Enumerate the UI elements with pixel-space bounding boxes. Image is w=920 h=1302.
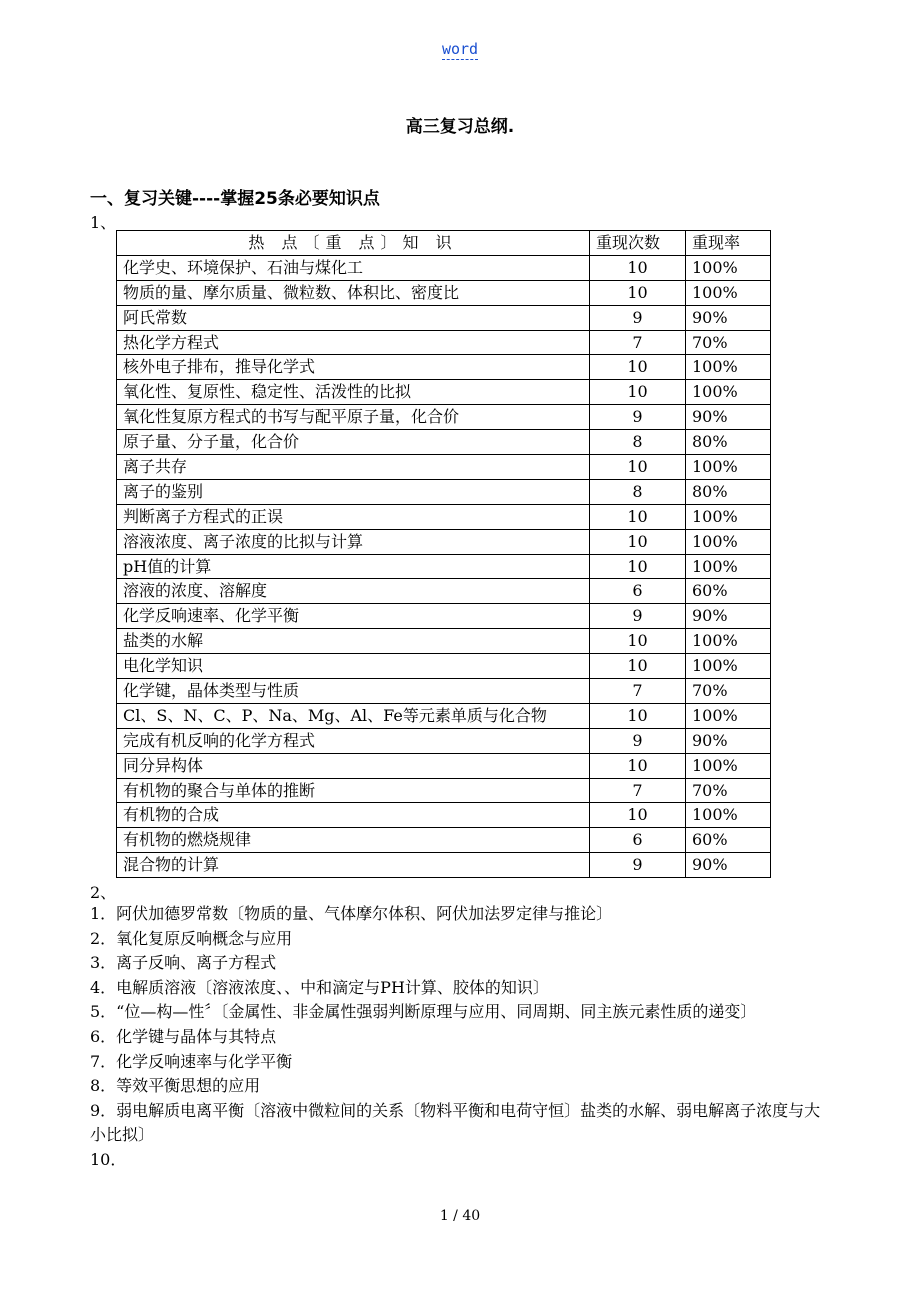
item-label-2: 2、: [90, 883, 117, 902]
cell-rate: 80%: [686, 479, 771, 504]
hot-topics-table: [116, 230, 771, 878]
cell-count: 6: [590, 579, 686, 604]
cell-topic: 原子量、分子量，化合价: [117, 430, 590, 455]
list-item: 4．电解质溶液〔溶液浓度、、中和滴定与PH计算、胶体的知识〕: [90, 977, 549, 997]
cell-rate: 100%: [686, 629, 771, 654]
page-number: 1 / 40: [439, 1208, 481, 1224]
cell-rate: 60%: [686, 828, 771, 853]
header-topic: 热 点〔重 点〕知 识: [117, 231, 590, 256]
table-row: [117, 405, 771, 430]
cell-rate: 100%: [686, 803, 771, 828]
cell-topic: 完成有机反响的化学方程式: [117, 728, 590, 753]
table-row: [117, 255, 771, 280]
cell-count: 10: [590, 554, 686, 579]
cell-topic: 氧化性、复原性、稳定性、活泼性的比拟: [117, 380, 590, 405]
table-row: [117, 330, 771, 355]
cell-count: 9: [590, 604, 686, 629]
cell-rate: 100%: [686, 280, 771, 305]
cell-count: 10: [590, 455, 686, 480]
cell-count: 8: [590, 479, 686, 504]
cell-topic: Cl、S、N、C、P、Na、Mg、Al、Fe等元素单质与化合物: [117, 703, 590, 728]
cell-rate: 100%: [686, 380, 771, 405]
cell-count: 6: [590, 828, 686, 853]
key-points-list: [90, 902, 835, 1173]
cell-count: 10: [590, 380, 686, 405]
table-row: [117, 728, 771, 753]
cell-rate: 90%: [686, 604, 771, 629]
table-row: [117, 479, 771, 504]
table-row: [117, 604, 771, 629]
cell-topic: 离子的鉴别: [117, 479, 590, 504]
cell-rate: 70%: [686, 679, 771, 704]
table-row: [117, 703, 771, 728]
cell-topic: 有机物的燃烧规律: [117, 828, 590, 853]
cell-rate: 90%: [686, 853, 771, 878]
cell-rate: 100%: [686, 753, 771, 778]
cell-rate: 100%: [686, 554, 771, 579]
cell-topic: 有机物的合成: [117, 803, 590, 828]
cell-topic: 化学史、环境保护、石油与煤化工: [117, 255, 590, 280]
cell-topic: 核外电子排布，推导化学式: [117, 355, 590, 380]
table-row: [117, 679, 771, 704]
header-word-text[interactable]: word: [441, 40, 479, 58]
cell-count: 10: [590, 803, 686, 828]
cell-count: 10: [590, 629, 686, 654]
list-item: 8．等效平衡思想的应用: [90, 1076, 261, 1096]
header-count: 重现次数: [590, 231, 686, 256]
list-item: 1．阿伏加德罗常数〔物质的量、气体摩尔体积、阿伏加法罗定律与推论〕: [90, 904, 613, 923]
cell-count: 7: [590, 778, 686, 803]
cell-topic: 化学键，晶体类型与性质: [117, 679, 590, 704]
table-row: [117, 579, 771, 604]
cell-topic: 同分异构体: [117, 753, 590, 778]
table-row: [117, 803, 771, 828]
list-item: 6．化学键与晶体与其特点: [90, 1026, 277, 1046]
list-item: 3．离子反响、离子方程式: [90, 953, 277, 973]
cell-count: 7: [590, 679, 686, 704]
cell-topic: 有机物的聚合与单体的推断: [117, 778, 590, 803]
cell-count: 8: [590, 430, 686, 455]
cell-topic: 溶液的浓度、溶解度: [117, 579, 590, 604]
table-row: [117, 455, 771, 480]
cell-count: 9: [590, 728, 686, 753]
table-row: [117, 778, 771, 803]
cell-count: 7: [590, 330, 686, 355]
section-heading: 一、复习关键----掌握25条必要知识点: [90, 189, 380, 209]
cell-count: 10: [590, 355, 686, 380]
cell-topic: 混合物的计算: [117, 853, 590, 878]
cell-topic: 盐类的水解: [117, 629, 590, 654]
table-row: [117, 305, 771, 330]
table-row: [117, 554, 771, 579]
cell-rate: 90%: [686, 305, 771, 330]
cell-topic: 化学反响速率、化学平衡: [117, 604, 590, 629]
cell-count: 9: [590, 853, 686, 878]
cell-count: 10: [590, 654, 686, 679]
cell-rate: 60%: [686, 579, 771, 604]
table-row: [117, 629, 771, 654]
table-row: [117, 828, 771, 853]
table-header-row: [117, 231, 771, 256]
cell-rate: 100%: [686, 654, 771, 679]
table-row: [117, 529, 771, 554]
table-row: [117, 853, 771, 878]
cell-rate: 90%: [686, 728, 771, 753]
cell-rate: 90%: [686, 405, 771, 430]
cell-count: 9: [590, 405, 686, 430]
cell-topic: 电化学知识: [117, 654, 590, 679]
cell-rate: 100%: [686, 455, 771, 480]
table-row: [117, 504, 771, 529]
item-label-1: 1、: [90, 213, 117, 232]
cell-topic: pH值的计算: [117, 554, 590, 579]
table-row: [117, 380, 771, 405]
list-item: 5．“位—构—性〞〔金属性、非金属性强弱判断原理与应用、同周期、同主族元素性质的递变〕: [90, 1002, 757, 1022]
cell-topic: 离子共存: [117, 455, 590, 480]
cell-rate: 100%: [686, 703, 771, 728]
list-item: 2．氧化复原反响概念与应用: [90, 928, 293, 948]
cell-count: 10: [590, 703, 686, 728]
table-row: [117, 430, 771, 455]
list-item: 10．: [90, 1149, 127, 1169]
list-item: 9．弱电解质电离平衡〔溶液中微粒间的关系〔物料平衡和电荷守恒〕盐类的水解、弱电解离子浓度与大小比拟〕: [90, 1100, 821, 1145]
header-rate: 重现率: [686, 231, 771, 256]
list-item: 7．化学反响速率与化学平衡: [90, 1051, 293, 1071]
cell-topic: 判断离子方程式的正误: [117, 504, 590, 529]
page-title: 高三复习总纲.: [405, 117, 515, 137]
cell-rate: 100%: [686, 529, 771, 554]
cell-topic: 热化学方程式: [117, 330, 590, 355]
cell-rate: 70%: [686, 330, 771, 355]
table-row: [117, 753, 771, 778]
cell-count: 10: [590, 753, 686, 778]
cell-topic: 物质的量、摩尔质量、微粒数、体积比、密度比: [117, 280, 590, 305]
cell-topic: 溶液浓度、离子浓度的比拟与计算: [117, 529, 590, 554]
cell-count: 10: [590, 255, 686, 280]
cell-rate: 100%: [686, 255, 771, 280]
cell-rate: 70%: [686, 778, 771, 803]
cell-count: 10: [590, 529, 686, 554]
cell-count: 10: [590, 504, 686, 529]
table-row: [117, 355, 771, 380]
table-row: [117, 280, 771, 305]
cell-topic: 氧化性复原方程式的书写与配平原子量，化合价: [117, 405, 590, 430]
cell-rate: 100%: [686, 355, 771, 380]
cell-count: 10: [590, 280, 686, 305]
cell-rate: 80%: [686, 430, 771, 455]
cell-rate: 100%: [686, 504, 771, 529]
cell-count: 9: [590, 305, 686, 330]
cell-topic: 阿氏常数: [117, 305, 590, 330]
header-word-link[interactable]: [0, 40, 920, 58]
table-row: [117, 654, 771, 679]
table-body: [117, 255, 771, 877]
